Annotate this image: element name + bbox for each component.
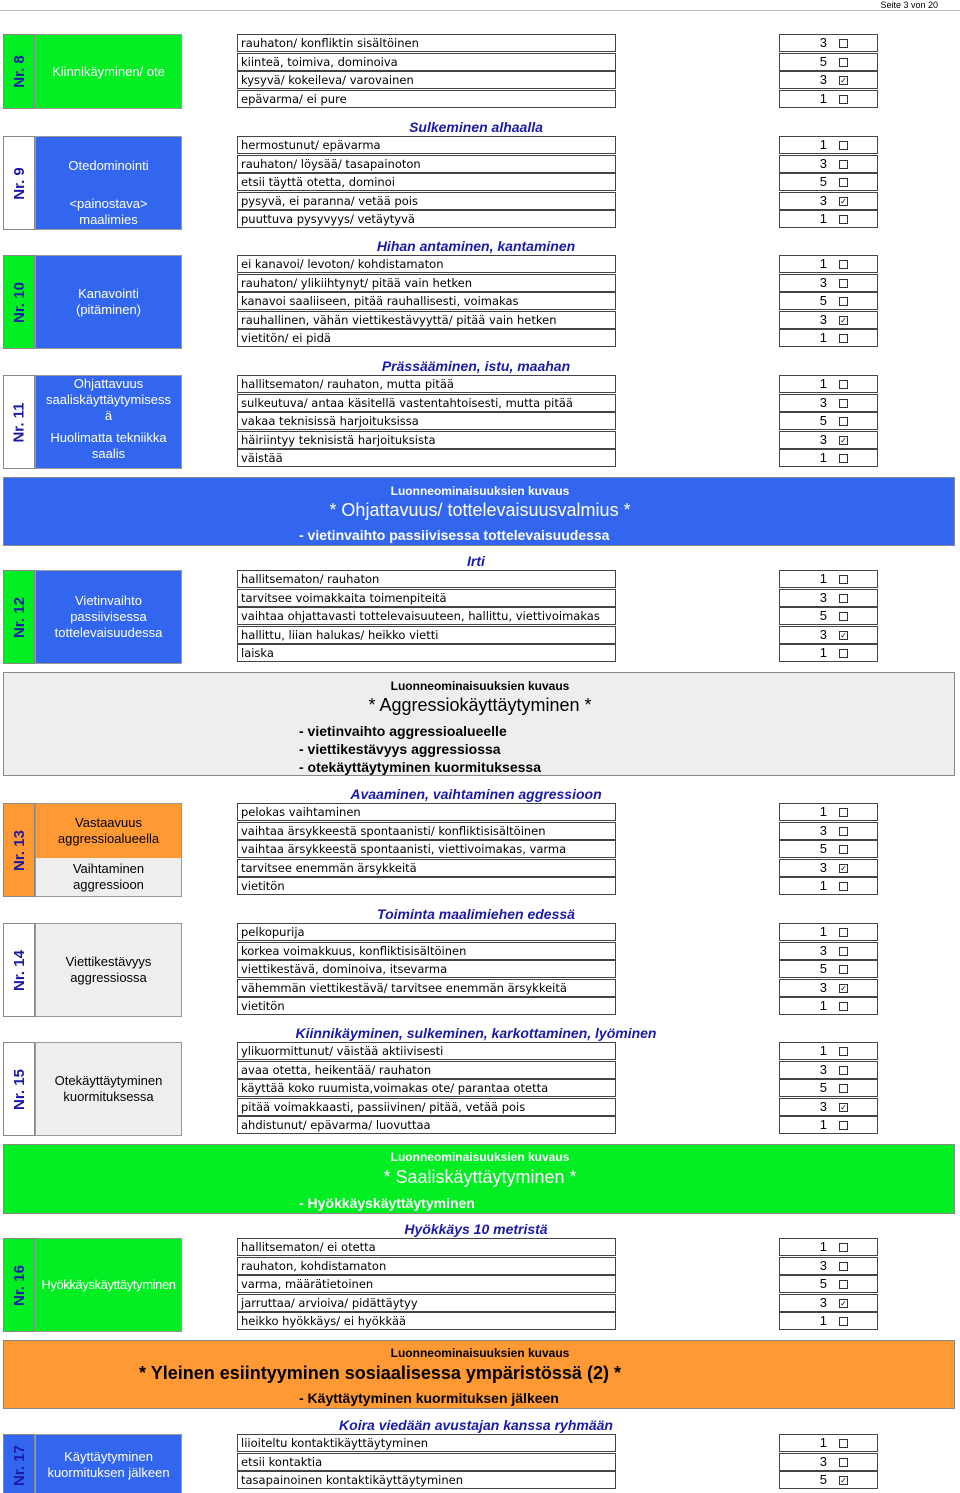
criterion-checkbox-cell [829, 329, 878, 347]
category-cell [35, 34, 182, 109]
criterion-checkbox-cell [829, 292, 878, 310]
criterion-checkbox-cell [829, 136, 878, 154]
item-number-cell [3, 1434, 35, 1493]
empty-checkbox[interactable] [839, 1439, 848, 1448]
criterion-text: tasapainoinen kontaktikäyttäytyminen [237, 1471, 616, 1489]
empty-checkbox[interactable] [839, 827, 848, 836]
band-title: * Yleinen esiintyyminen sosiaalisessa ympäristössä (2) * [139, 1363, 621, 1383]
criterion-text: rauhaton, kohdistamaton [237, 1257, 616, 1275]
criterion-score: 3 [779, 822, 829, 840]
criterion-text: ylikuormittunut/ väistää aktiivisesti [237, 1042, 616, 1060]
empty-checkbox[interactable] [839, 399, 848, 408]
item-number: Nr. 10 [10, 281, 28, 323]
band-kicker: Luonneominaisuuksien kuvaus [390, 484, 570, 498]
empty-checkbox[interactable] [839, 1002, 848, 1011]
criterion-score: 1 [779, 375, 829, 393]
criterion-checkbox-cell [829, 626, 878, 644]
empty-checkbox[interactable] [839, 279, 848, 288]
category-label: Vastaavuus aggressioalueella [36, 804, 181, 858]
category-label: Huolimatta tekniikka saalis [36, 425, 181, 468]
criterion-checkbox-cell [829, 859, 878, 877]
criterion-text: vaihtaa ärsykkeestä spontaanisti/ konfliktisisältöinen [237, 822, 616, 840]
item-number: Nr. 12 [10, 596, 28, 638]
item-number-cell [3, 1238, 35, 1332]
band-subtrait: - vietinvaihto passiivisessa tottelevaisuudessa [299, 527, 610, 543]
item-number-cell [3, 136, 35, 230]
criterion-checkbox-cell [829, 449, 878, 467]
category-cell [35, 570, 182, 664]
empty-checkbox[interactable] [839, 808, 848, 817]
page-number: Seite 3 von 20 [880, 0, 938, 10]
criterion-text: rauhaton/ ylikiihtynyt/ pitää vain hetken [237, 274, 616, 292]
empty-checkbox[interactable] [839, 141, 848, 150]
empty-checkbox[interactable] [839, 612, 848, 621]
item-number-cell [3, 923, 35, 1017]
criterion-score: 5 [779, 607, 829, 625]
criterion-checkbox-cell [829, 311, 878, 329]
criterion-score: 3 [779, 626, 829, 644]
criterion-score: 1 [779, 449, 829, 467]
criterion-text: vietitön [237, 997, 616, 1015]
criterion-text: avaa otetta, heikentää/ rauhaton [237, 1061, 616, 1079]
criterion-text: tarvitsee enemmän ärsykkeitä [237, 859, 616, 877]
category-label: Kiinnikäyminen/ ote [36, 35, 181, 108]
item-number-cell [3, 803, 35, 897]
criterion-text: vaihtaa ärsykkeestä spontaanisti, viettivoimakas, varma [237, 840, 616, 858]
checked-checkbox[interactable]: ✓ [840, 1476, 847, 1485]
criterion-score: 1 [779, 1312, 829, 1330]
criterion-checkbox-cell [829, 1453, 878, 1471]
criterion-text: vietitön/ ei pidä [237, 329, 616, 347]
criterion-score: 5 [779, 173, 829, 191]
empty-checkbox[interactable] [839, 260, 848, 269]
category-label: Vietinvaihto passiivisessa tottelevaisuudessa [36, 571, 181, 663]
criterion-score: 1 [779, 644, 829, 662]
criterion-checkbox-cell [829, 1294, 878, 1312]
item-number-cell [3, 570, 35, 664]
criterion-text: liioiteltu kontaktikäyttäytyminen [237, 1434, 616, 1452]
criterion-text: heikko hyökkäys/ ei hyökkää [237, 1312, 616, 1330]
section-heading: Kiinnikäyminen, sulkeminen, karkottaminen, lyöminen [295, 1025, 657, 1041]
empty-checkbox[interactable] [839, 178, 848, 187]
criterion-checkbox-cell [829, 1042, 878, 1060]
checked-checkbox[interactable]: ✓ [840, 983, 847, 993]
criterion-checkbox-cell [829, 1238, 878, 1256]
band-kicker: Luonneominaisuuksien kuvaus [390, 1150, 570, 1164]
trait-summary-band [3, 1144, 955, 1214]
band-title: * Saaliskäyttäytyminen * [383, 1167, 577, 1187]
criterion-score: 3 [779, 1061, 829, 1079]
criterion-checkbox-cell [829, 997, 878, 1015]
empty-checkbox[interactable] [839, 417, 848, 426]
criterion-text: rauhaton/ konfliktin sisältöinen [237, 34, 616, 52]
criterion-score: 1 [779, 923, 829, 941]
criterion-score: 3 [779, 1453, 829, 1471]
category-label: Viettikestävyys aggressiossa [36, 924, 181, 1016]
criterion-text: pysyvä, ei paranna/ vetää pois [237, 192, 616, 210]
criterion-checkbox-cell [829, 155, 878, 173]
empty-checkbox[interactable] [839, 160, 848, 169]
criterion-checkbox-cell [829, 394, 878, 412]
criterion-score: 1 [779, 1434, 829, 1452]
empty-checkbox[interactable] [839, 297, 848, 306]
item-number-cell [3, 375, 35, 469]
criterion-text: pitää voimakkaasti, passiivinen/ pitää, vetää pois [237, 1098, 616, 1116]
empty-checkbox[interactable] [839, 882, 848, 891]
criterion-text: rauhaton/ löysää/ tasapainoton [237, 155, 616, 173]
criterion-checkbox-cell [829, 1079, 878, 1097]
criterion-checkbox-cell [829, 803, 878, 821]
criterion-checkbox-cell [829, 960, 878, 978]
section-heading: Hyökkäys 10 metristä [404, 1221, 548, 1237]
criterion-checkbox-cell [829, 607, 878, 625]
criterion-score: 3 [779, 311, 829, 329]
section-heading: Prässääminen, istu, maahan [381, 358, 571, 374]
category-cell [35, 923, 182, 1017]
criterion-score: 5 [779, 960, 829, 978]
criterion-checkbox-cell [829, 412, 878, 430]
criterion-score: 3 [779, 859, 829, 877]
criterion-score: 5 [779, 292, 829, 310]
criterion-text: hallittu, liian halukas/ heikko vietti [237, 626, 616, 644]
checked-checkbox[interactable]: ✓ [840, 863, 847, 873]
band-title: * Aggressiokäyttäytyminen * [368, 695, 592, 715]
trait-summary-band [3, 672, 955, 776]
empty-checkbox[interactable] [839, 454, 848, 463]
criterion-score: 3 [779, 942, 829, 960]
band-subtrait: - Hyökkäyskäyttäytyminen [299, 1195, 475, 1211]
criterion-score: 3 [779, 192, 829, 210]
criterion-score: 1 [779, 570, 829, 588]
criterion-score: 5 [779, 1471, 829, 1489]
criterion-checkbox-cell [829, 1098, 878, 1116]
criterion-score: 1 [779, 803, 829, 821]
item-number-cell [3, 34, 35, 109]
band-subtrait: - otekäyttäytyminen kuormituksessa [299, 759, 541, 775]
criterion-checkbox-cell [829, 1312, 878, 1330]
criterion-text: hermostunut/ epävarma [237, 136, 616, 154]
empty-checkbox[interactable] [839, 215, 848, 224]
checked-checkbox[interactable]: ✓ [840, 76, 847, 85]
trait-summary-band [3, 477, 955, 546]
criterion-text: kanavoi saaliiseen, pitää rauhallisesti, voimakas [237, 292, 616, 310]
criterion-score: 1 [779, 136, 829, 154]
criterion-score: 1 [779, 877, 829, 895]
criterion-text: vakaa teknisissä harjoituksissa [237, 412, 616, 430]
criterion-text: häiriintyy teknisistä harjoituksista [237, 431, 616, 449]
section-heading: Koira viedään avustajan kanssa ryhmään [339, 1417, 613, 1433]
item-number-cell [3, 255, 35, 349]
empty-checkbox[interactable] [839, 1458, 848, 1467]
criterion-checkbox-cell [829, 589, 878, 607]
empty-checkbox[interactable] [839, 95, 848, 104]
criterion-checkbox-cell [829, 1061, 878, 1079]
criterion-score: 1 [779, 329, 829, 347]
criterion-text: pelokas vaihtaminen [237, 803, 616, 821]
criterion-score: 3 [779, 1294, 829, 1312]
category-cell [35, 1042, 182, 1136]
criterion-checkbox-cell [829, 53, 878, 71]
criterion-score: 5 [779, 412, 829, 430]
criterion-text: rauhallinen, vähän viettikestävyyttä/ pitää vain hetken [237, 311, 616, 329]
criterion-checkbox-cell [829, 210, 878, 228]
criterion-checkbox-cell [829, 979, 878, 997]
item-number: Nr. 11 [10, 401, 28, 443]
category-cell [35, 375, 182, 469]
criterion-checkbox-cell [829, 923, 878, 941]
criterion-text: laiska [237, 644, 616, 662]
category-cell [35, 803, 182, 897]
category-label: Vaihtaminen aggressioon [36, 858, 181, 896]
empty-checkbox[interactable] [839, 1317, 848, 1326]
checked-checkbox[interactable]: ✓ [840, 435, 847, 445]
category-label: <painostava> maalimies [36, 195, 181, 229]
criterion-checkbox-cell [829, 1257, 878, 1275]
criterion-text: etsii kontaktia [237, 1453, 616, 1471]
criterion-score: 3 [779, 1098, 829, 1116]
empty-checkbox[interactable] [839, 1280, 848, 1289]
criterion-text: pelkopurija [237, 923, 616, 941]
criterion-checkbox-cell [829, 431, 878, 449]
criterion-score: 1 [779, 210, 829, 228]
item-number-cell [3, 1042, 35, 1136]
criterion-checkbox-cell [829, 1434, 878, 1452]
criterion-text: etsii täyttä otetta, dominoi [237, 173, 616, 191]
empty-checkbox[interactable] [839, 575, 848, 584]
category-label: Kanavointi (pitäminen) [36, 256, 181, 348]
criterion-score: 1 [779, 255, 829, 273]
criterion-score: 3 [779, 1257, 829, 1275]
criterion-score: 3 [779, 71, 829, 89]
criterion-text: hallitsematon/ rauhaton, mutta pitää [237, 375, 616, 393]
band-subtrait: - viettikestävyys aggressiossa [299, 741, 501, 757]
empty-checkbox[interactable] [839, 1121, 848, 1130]
criterion-checkbox-cell [829, 840, 878, 858]
item-number: Nr. 15 [10, 1068, 28, 1110]
criterion-score: 3 [779, 274, 829, 292]
empty-checkbox[interactable] [839, 1066, 848, 1075]
criterion-score: 1 [779, 1238, 829, 1256]
criterion-score: 3 [779, 155, 829, 173]
criterion-score: 1 [779, 997, 829, 1015]
empty-checkbox[interactable] [839, 845, 848, 854]
empty-checkbox[interactable] [839, 380, 848, 389]
empty-checkbox[interactable] [839, 947, 848, 956]
category-label: Hyökkäyskäyttäytyminen [36, 1239, 181, 1331]
band-kicker: Luonneominaisuuksien kuvaus [390, 1346, 570, 1360]
criterion-checkbox-cell [829, 1116, 878, 1134]
criterion-text: puuttuva pysyvyys/ vetäytyvä [237, 210, 616, 228]
criterion-checkbox-cell [829, 34, 878, 52]
criterion-checkbox-cell [829, 1275, 878, 1293]
checked-checkbox[interactable]: ✓ [840, 630, 847, 640]
category-cell [35, 1238, 182, 1332]
criterion-text: vaihtaa ohjattavasti tottelevaisuuteen, hallittu, viettivoimakas [237, 607, 616, 625]
item-number: Nr. 13 [10, 829, 28, 871]
criterion-score: 3 [779, 34, 829, 52]
empty-checkbox[interactable] [839, 58, 848, 67]
criterion-checkbox-cell [829, 570, 878, 588]
criterion-score: 3 [779, 394, 829, 412]
category-label: Otekäyttäytyminen kuormituksessa [36, 1043, 181, 1135]
criterion-text: ei kanavoi/ levoton/ kohdistamaton [237, 255, 616, 273]
criterion-score: 5 [779, 840, 829, 858]
item-number: Nr. 14 [10, 949, 28, 991]
category-cell [35, 136, 182, 230]
page-header [0, 0, 960, 11]
category-label: Otedominointi [36, 137, 181, 195]
empty-checkbox[interactable] [839, 594, 848, 603]
criterion-text: väistää [237, 449, 616, 467]
criterion-text: kiinteä, toimiva, dominoiva [237, 53, 616, 71]
criterion-text: hallitsematon/ rauhaton [237, 570, 616, 588]
criterion-checkbox-cell [829, 90, 878, 108]
criterion-checkbox-cell [829, 877, 878, 895]
criterion-checkbox-cell [829, 822, 878, 840]
criterion-checkbox-cell [829, 1471, 878, 1489]
empty-checkbox[interactable] [839, 1262, 848, 1271]
empty-checkbox[interactable] [839, 1047, 848, 1056]
criterion-score: 1 [779, 90, 829, 108]
category-label: Ohjattavuus saaliskäyttäytymisess ä [36, 376, 181, 425]
section-heading: Sulkeminen alhaalla [409, 119, 543, 135]
criterion-checkbox-cell [829, 274, 878, 292]
section-heading: Hihan antaminen, kantaminen [376, 238, 576, 254]
criterion-text: epävarma/ ei pure [237, 90, 616, 108]
criterion-text: vähemmän viettikestävä/ tarvitsee enemmän ärsykkeitä [237, 979, 616, 997]
criterion-checkbox-cell [829, 375, 878, 393]
section-heading: Toiminta maalimiehen edessä [377, 906, 575, 922]
category-cell [35, 255, 182, 349]
criterion-score: 5 [779, 1079, 829, 1097]
empty-checkbox[interactable] [839, 928, 848, 937]
criterion-score: 5 [779, 53, 829, 71]
section-heading: Irti [467, 553, 485, 569]
empty-checkbox[interactable] [839, 649, 848, 658]
criterion-text: sulkeutuva/ antaa käsitellä vastentahtoisesti, mutta pitää [237, 394, 616, 412]
criterion-text: korkea voimakkuus, konfliktisisältöinen [237, 942, 616, 960]
empty-checkbox[interactable] [839, 1243, 848, 1252]
criterion-checkbox-cell [829, 71, 878, 89]
criterion-score: 1 [779, 1042, 829, 1060]
category-label: Käyttäytyminen kuormituksen jälkeen [36, 1435, 181, 1493]
criterion-checkbox-cell [829, 644, 878, 662]
band-subtrait: - vietinvaihto aggressioalueelle [299, 723, 507, 739]
criterion-text: ahdistunut/ epävarma/ luovuttaa [237, 1116, 616, 1134]
criterion-score: 3 [779, 979, 829, 997]
category-cell [35, 1434, 182, 1493]
criterion-text: vietitön [237, 877, 616, 895]
item-number: Nr. 9 [10, 166, 28, 200]
criterion-checkbox-cell [829, 255, 878, 273]
criterion-score: 5 [779, 1275, 829, 1293]
criterion-text: kysyvä/ kokeileva/ varovainen [237, 71, 616, 89]
criterion-text: tarvitsee voimakkaita toimenpiteitä [237, 589, 616, 607]
criterion-checkbox-cell [829, 192, 878, 210]
criterion-text: jarruttaa/ arvioiva/ pidättäytyy [237, 1294, 616, 1312]
criterion-score: 3 [779, 589, 829, 607]
item-number: Nr. 16 [10, 1264, 28, 1306]
empty-checkbox[interactable] [839, 334, 848, 343]
checked-checkbox[interactable]: ✓ [840, 315, 847, 325]
band-title: * Ohjattavuus/ tottelevaisuusvalmius * [329, 500, 631, 520]
item-number: Nr. 17 [10, 1444, 28, 1486]
checked-checkbox[interactable]: ✓ [840, 1102, 847, 1112]
criterion-score: 1 [779, 1116, 829, 1134]
empty-checkbox[interactable] [839, 39, 848, 48]
section-heading: Avaaminen, vaihtaminen aggressioon [350, 786, 602, 802]
criterion-checkbox-cell [829, 173, 878, 191]
trait-summary-band [3, 1340, 955, 1409]
checked-checkbox[interactable]: ✓ [840, 196, 847, 206]
criterion-text: hallitsematon/ ei otetta [237, 1238, 616, 1256]
empty-checkbox[interactable] [839, 1084, 848, 1093]
criterion-text: varma, määrätietoinen [237, 1275, 616, 1293]
empty-checkbox[interactable] [839, 965, 848, 974]
criterion-checkbox-cell [829, 942, 878, 960]
band-subtrait: - Käyttäytyminen kuormituksen jälkeen [299, 1390, 559, 1406]
checked-checkbox[interactable]: ✓ [840, 1298, 847, 1308]
item-number: Nr. 8 [10, 55, 28, 88]
criterion-text: viettikestävä, dominoiva, itsevarma [237, 960, 616, 978]
criterion-text: käyttää koko ruumista,voimakas ote/ parantaa otetta [237, 1079, 616, 1097]
criterion-score: 3 [779, 431, 829, 449]
band-kicker: Luonneominaisuuksien kuvaus [390, 679, 570, 693]
